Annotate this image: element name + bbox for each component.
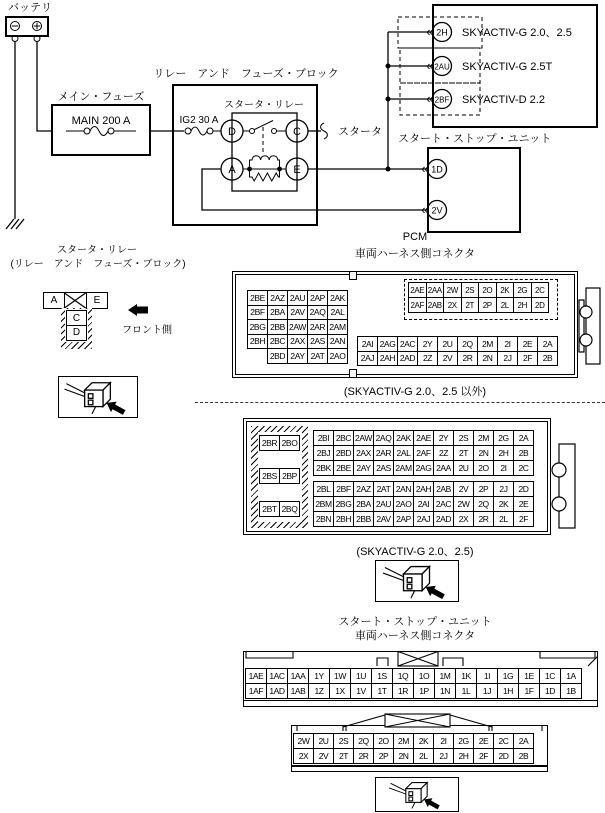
pin-cell-2AI: 2AI — [357, 336, 378, 352]
pin-cell-2Q: 2Q — [473, 496, 494, 512]
pin-row — [247, 319, 347, 335]
connector-key-notch — [349, 369, 357, 377]
pin-cell-2BP: 2BP — [279, 468, 300, 484]
pin-cell-2AB: 2AB — [433, 481, 454, 497]
pin-cell-2AF: 2AF — [413, 445, 434, 461]
pin-cell-2AU: 2AU — [287, 290, 308, 306]
pin-cell-2AM: 2AM — [393, 460, 414, 476]
pin-cell-2U: 2U — [453, 460, 474, 476]
pin-cell-2BJ: 2BJ — [313, 445, 334, 461]
ground-icon — [6, 219, 24, 229]
battery-wires — [15, 42, 52, 220]
pin-cell-2E: 2E — [473, 733, 494, 749]
pin-row — [313, 511, 533, 527]
pcm-pin-2h: 2H — [436, 27, 448, 38]
pin-cell-2Q: 2Q — [457, 336, 478, 352]
pin-cell-2AY: 2AY — [353, 460, 374, 476]
pin-row — [408, 282, 548, 298]
pin-cell-2R: 2R — [353, 748, 374, 764]
pin-cell-2E: 2E — [513, 496, 534, 512]
main-fuse-value: MAIN 200 A — [71, 115, 131, 127]
pin-cell-2U: 2U — [437, 336, 458, 352]
pin-cell-1W: 1W — [329, 668, 351, 684]
pin-cell-2AY: 2AY — [287, 348, 308, 364]
unit-connector1-top-profile — [243, 650, 598, 668]
pin-cell-2K: 2K — [413, 733, 434, 749]
terminal-e: E — [293, 164, 301, 176]
pin-cell-2BC: 2BC — [333, 430, 354, 446]
pin-cell-2AX: 2AX — [353, 445, 374, 461]
pin-cell-2J: 2J — [497, 351, 518, 367]
pin-cell-1AF: 1AF — [245, 683, 267, 699]
pin-cell-2D: 2D — [493, 748, 514, 764]
pin-cell-2B: 2B — [537, 351, 558, 367]
pin-cell-1H: 1H — [497, 683, 519, 699]
pin-cell-2AL: 2AL — [393, 445, 414, 461]
pin-cell-2Z: 2Z — [433, 445, 454, 461]
pin-cell-2AP: 2AP — [307, 290, 328, 306]
pin-row — [313, 445, 533, 461]
battery-label: バッテリ — [8, 2, 52, 14]
pin-row — [408, 297, 548, 313]
pin-cell-2AZ: 2AZ — [267, 290, 288, 306]
pin-cell-2BH: 2BH — [333, 511, 354, 527]
pin-cell-2BB: 2BB — [353, 511, 374, 527]
pin-cell-2AJ: 2AJ — [357, 351, 378, 367]
pin-cell-2AN: 2AN — [327, 334, 348, 350]
chevron-icon: « — [421, 161, 429, 176]
pin-cell-1Y: 1Y — [308, 668, 330, 684]
pcm-pin-2au: 2AU — [434, 62, 450, 72]
connector2-key-tab — [551, 438, 583, 534]
pin-cell-2BS: 2BS — [259, 468, 280, 484]
pin-cell-1V: 1V — [350, 683, 372, 699]
unit-connector2-grid — [293, 733, 533, 764]
pin-cell-1L: 1L — [455, 683, 477, 699]
pin-cell-2BB: 2BB — [267, 319, 288, 335]
pin-cell-2Y: 2Y — [417, 336, 438, 352]
pin-cell-2D: 2D — [513, 481, 534, 497]
pin-cell-2C: 2C — [513, 460, 534, 476]
pin-cell-2AA: 2AA — [433, 460, 454, 476]
unit-pin-2v: 2V — [431, 205, 443, 216]
pin-cell-2BA: 2BA — [353, 496, 374, 512]
pin-cell-2H: 2H — [493, 445, 514, 461]
pin-cell-2M: 2M — [477, 336, 498, 352]
pin-cell-2AN: 2AN — [393, 481, 414, 497]
pin-cell-1P: 1P — [413, 683, 435, 699]
pin-cell-2I: 2I — [497, 336, 518, 352]
connector-photo-icon — [376, 561, 457, 600]
pin-cell-1B: 1B — [560, 683, 582, 699]
pin-row — [313, 481, 533, 497]
pin-cell-2AT: 2AT — [373, 481, 394, 497]
pin-cell-2C: 2C — [531, 282, 550, 298]
pin-cell-2BG: 2BG — [333, 496, 354, 512]
pin-cell-2G: 2G — [513, 282, 532, 298]
pcm-connector2-main-bottom-grid — [313, 481, 533, 527]
relay-block-title: リレー アンド フューズ・ブロック — [153, 68, 339, 80]
pin-cell-2AZ: 2AZ — [353, 481, 374, 497]
pin-cell-2S: 2S — [333, 733, 354, 749]
pin-cell-2F: 2F — [513, 511, 534, 527]
unit-connector1-bottom-strip — [243, 700, 598, 707]
pin-cell-2AG: 2AG — [377, 336, 398, 352]
pin-cell-1O: 1O — [413, 668, 435, 684]
chevron-icon: « — [421, 202, 429, 217]
pin-cell-2AR: 2AR — [307, 319, 328, 335]
pin-cell-2AO: 2AO — [327, 348, 348, 364]
e-output-wires — [308, 32, 432, 172]
pin-cell-2AM: 2AM — [327, 319, 348, 335]
pin-cell-2L: 2L — [493, 511, 514, 527]
pcm-box — [398, 5, 597, 127]
pin-cell-2G: 2G — [493, 430, 514, 446]
pin-cell-2AD: 2AD — [397, 351, 418, 367]
relay-switch-icon — [243, 121, 286, 156]
pin-cell-2U: 2U — [313, 733, 334, 749]
pin-cell-1K: 1K — [455, 668, 477, 684]
pin-row — [247, 348, 347, 364]
pin-cell-2BR: 2BR — [259, 435, 280, 451]
pin-cell-1E: 1E — [518, 668, 540, 684]
pcm-pin-2au-label: SKYACTIV-G 2.5T — [462, 61, 553, 73]
pin-row — [259, 435, 299, 451]
pin-cell-2P: 2P — [478, 297, 497, 313]
pin-cell-2AJ: 2AJ — [413, 511, 434, 527]
pin-cell-2B: 2B — [513, 748, 534, 764]
pin-cell-2B: 2B — [513, 445, 534, 461]
pin-cell-2BA: 2BA — [267, 305, 288, 321]
pin-cell-2BI: 2BI — [313, 430, 334, 446]
pin-cell-2AI: 2AI — [413, 496, 434, 512]
pin-cell-1Q: 1Q — [392, 668, 414, 684]
pcm-connector2-caption: (SKYACTIV-G 2.0、2.5) — [356, 546, 474, 558]
unit-title: スタート・ストップ・ユニット — [338, 616, 492, 628]
pin-row — [313, 430, 533, 446]
relay-pin-crossed-cell — [64, 292, 88, 309]
pin-cell-2R: 2R — [457, 351, 478, 367]
unit-connector1-grid — [245, 668, 581, 699]
pin-cell-2AP: 2AP — [393, 511, 414, 527]
pin-cell-2H: 2H — [513, 297, 532, 313]
pin-cell-1S: 1S — [371, 668, 393, 684]
pin-cell-2I: 2I — [433, 733, 454, 749]
pin-cell-2K: 2K — [496, 282, 515, 298]
pin-cell-2Q: 2Q — [353, 733, 374, 749]
pin-row — [313, 460, 533, 476]
pcm-pin-2bf: 2BF — [434, 95, 450, 105]
pin-cell-2A: 2A — [537, 336, 558, 352]
pin-cell-1M: 1M — [434, 668, 456, 684]
pin-cell-2BC: 2BC — [267, 334, 288, 350]
pin-cell-2AU: 2AU — [373, 496, 394, 512]
connector-photo-icon — [59, 377, 136, 416]
pin-cell-2AW: 2AW — [287, 319, 308, 335]
pin-cell-2I: 2I — [493, 460, 514, 476]
pin-cell-2AC: 2AC — [433, 496, 454, 512]
relay-photo-frame — [58, 376, 138, 418]
pin-row — [259, 468, 299, 484]
pin-cell-2S: 2S — [453, 430, 474, 446]
unit-subtitle: 車両ハーネス側コネクタ — [354, 630, 476, 642]
relay-detail-title1: スタータ・リレー — [57, 245, 137, 256]
pin-row — [259, 501, 299, 517]
pin-cell-2E: 2E — [517, 336, 538, 352]
relay-coil-icon — [243, 156, 286, 181]
pin-cell-2BN: 2BN — [313, 511, 334, 527]
fuse-icon — [66, 127, 136, 136]
pin-cell-1AA: 1AA — [287, 668, 309, 684]
battery — [6, 2, 52, 42]
pin-row — [313, 496, 533, 512]
pin-cell-2T: 2T — [453, 445, 474, 461]
pin-cell-2L: 2L — [496, 297, 515, 313]
pin-cell-2C: 2C — [493, 733, 514, 749]
relay-detail-title2: (リレー アンド フューズ・ブロック) — [10, 259, 186, 270]
pin-cell-2H: 2H — [453, 748, 474, 764]
pin-cell-2AV: 2AV — [287, 305, 308, 321]
pin-cell-2W: 2W — [443, 282, 462, 298]
pin-cell-2AA: 2AA — [426, 282, 445, 298]
pin-cell-2M: 2M — [473, 430, 494, 446]
pin-cell-2Y: 2Y — [433, 430, 454, 446]
pin-cell-2K: 2K — [493, 496, 514, 512]
pin-cell-2P: 2P — [473, 481, 494, 497]
pin-cell-2AH: 2AH — [413, 481, 434, 497]
pcm-connector2-main-top-grid — [313, 430, 533, 476]
pin-cell-2R: 2R — [473, 511, 494, 527]
pin-cell-2N: 2N — [393, 748, 414, 764]
pin-cell-2F: 2F — [473, 748, 494, 764]
pin-row — [247, 305, 347, 321]
pin-cell-2AL: 2AL — [327, 305, 348, 321]
pin-cell-2AH: 2AH — [377, 351, 398, 367]
pin-cell-2J: 2J — [433, 748, 454, 764]
pin-cell-1D: 1D — [539, 683, 561, 699]
continuation-squiggle-icon — [321, 123, 328, 139]
pcm-photo-frame — [375, 560, 459, 602]
pin-cell-2AG: 2AG — [413, 460, 434, 476]
pin-cell-2O: 2O — [473, 460, 494, 476]
pin-cell-2BL: 2BL — [313, 481, 334, 497]
pin-cell-2AB: 2AB — [426, 297, 445, 313]
pin-cell-2BD: 2BD — [333, 445, 354, 461]
pin-cell-2AQ: 2AQ — [373, 430, 394, 446]
pin-cell-2V: 2V — [437, 351, 458, 367]
pin-cell-2BM: 2BM — [313, 496, 334, 512]
a-output-wire — [202, 169, 427, 210]
front-side-label: フロント側 — [122, 325, 172, 336]
pin-cell-2X: 2X — [293, 748, 314, 764]
section-divider — [195, 402, 605, 403]
pin-row — [247, 334, 347, 350]
start-stop-unit-box — [398, 132, 551, 232]
pin-cell-2X: 2X — [443, 297, 462, 313]
pin-row — [247, 290, 347, 306]
pcm-connector2-left-grid — [259, 435, 299, 517]
pin-cell-2N: 2N — [473, 445, 494, 461]
pin-cell-1C: 1C — [539, 668, 561, 684]
pin-cell-2AF: 2AF — [408, 297, 427, 313]
pin-cell-1AB: 1AB — [287, 683, 309, 699]
pin-cell-2A: 2A — [513, 430, 534, 446]
pin-cell-1I: 1I — [476, 668, 498, 684]
pin-cell-2BE: 2BE — [247, 290, 268, 306]
main-fuse-box — [52, 105, 150, 155]
pin-cell-2V: 2V — [313, 748, 334, 764]
pin-cell-2AC: 2AC — [397, 336, 418, 352]
pin-cell-2AK: 2AK — [393, 430, 414, 446]
pin-cell-2V: 2V — [453, 481, 474, 497]
pin-cell-2AE: 2AE — [413, 430, 434, 446]
unit-connector2-top-profile — [291, 710, 548, 734]
connector-key-notch — [349, 272, 357, 280]
pin-cell-1G: 1G — [497, 668, 519, 684]
main-fuse-title: メイン・フューズ — [57, 91, 145, 103]
pin-cell-2AE: 2AE — [408, 282, 427, 298]
pin-cell-2P: 2P — [373, 748, 394, 764]
pin-row — [357, 351, 557, 367]
relay-pin-c: C — [66, 310, 87, 326]
chevron-icon: « — [426, 58, 434, 73]
pin-row — [357, 336, 557, 352]
starter-relay-title: スタータ・リレー — [224, 100, 304, 111]
pcm-pin-2bf-label: SKYACTIV-D 2.2 — [462, 94, 545, 106]
pin-cell-2AS: 2AS — [373, 460, 394, 476]
wiring-schematic — [0, 0, 605, 240]
pin-cell-2N: 2N — [477, 351, 498, 367]
connector-photo-icon — [376, 778, 457, 810]
pin-cell-1T: 1T — [371, 683, 393, 699]
pin-row — [245, 668, 581, 684]
pin-row — [293, 748, 533, 764]
pin-cell-2T: 2T — [461, 297, 480, 313]
pcm-connector1-right-bottom-grid — [357, 336, 557, 366]
pcm-pin-2h-label: SKYACTIV-G 2.0、2.5 — [462, 27, 572, 39]
pin-cell-2BK: 2BK — [313, 460, 334, 476]
relay-pin-a: A — [43, 292, 65, 309]
main-fuse — [52, 90, 150, 155]
pin-cell-2BQ: 2BQ — [279, 501, 300, 517]
pin-cell-2BG: 2BG — [247, 319, 268, 335]
pin-cell-1X: 1X — [329, 683, 351, 699]
pin-cell-1AD: 1AD — [266, 683, 288, 699]
pcm-connector1-right-top-grid — [408, 282, 548, 313]
pin-cell-2BH: 2BH — [247, 334, 268, 350]
pin-cell-2AW: 2AW — [353, 430, 374, 446]
pin-cell-2AQ: 2AQ — [307, 305, 328, 321]
terminal-a: A — [228, 164, 236, 176]
pin-cell-2AV: 2AV — [373, 511, 394, 527]
pin-cell-2A: 2A — [513, 733, 534, 749]
pin-cell-2AT: 2AT — [307, 348, 328, 364]
pin-cell-2BF: 2BF — [247, 305, 268, 321]
pcm-connector1-left-grid — [247, 290, 347, 364]
pin-cell-1N: 1N — [434, 683, 456, 699]
chevron-icon: « — [426, 24, 434, 39]
start-stop-title: スタート・ストップ・ユニット — [398, 133, 552, 145]
pin-cell-1A: 1A — [560, 668, 582, 684]
unit-connector2-bottom-strip — [291, 766, 548, 772]
pin-cell-2O: 2O — [478, 282, 497, 298]
pin-cell-2BF: 2BF — [333, 481, 354, 497]
pin-cell-2BE: 2BE — [333, 460, 354, 476]
pin-row — [293, 733, 533, 749]
starter-branch — [308, 123, 382, 139]
pin-cell-1F: 1F — [518, 683, 540, 699]
relay-pin-e: E — [86, 292, 108, 309]
pin-cell-1Z: 1Z — [308, 683, 330, 699]
pin-cell-2AD: 2AD — [433, 511, 454, 527]
pin-cell-2AO: 2AO — [393, 496, 414, 512]
terminal-d: D — [228, 126, 236, 138]
pin-cell-2BD: 2BD — [267, 348, 288, 364]
pin-cell-2W: 2W — [293, 733, 314, 749]
pin-cell-2O: 2O — [373, 733, 394, 749]
starter-relay — [221, 99, 308, 191]
pin-cell-2S: 2S — [461, 282, 480, 298]
pin-cell-2BO: 2BO — [279, 435, 300, 451]
connector1-key-tab — [577, 284, 603, 368]
ig2-fuse-icon — [185, 127, 221, 135]
ig2-fuse-label: IG2 30 A — [179, 115, 219, 126]
pin-cell-1AE: 1AE — [245, 668, 267, 684]
pin-cell-1U: 1U — [350, 668, 372, 684]
pin-row — [245, 683, 581, 699]
pin-cell-1R: 1R — [392, 683, 414, 699]
pin-cell-2J: 2J — [493, 481, 514, 497]
pin-cell-2AX: 2AX — [287, 334, 308, 350]
pin-cell-2L: 2L — [413, 748, 434, 764]
pin-cell-2AS: 2AS — [307, 334, 328, 350]
pcm-title: PCM — [402, 231, 428, 243]
pin-cell-2Z: 2Z — [417, 351, 438, 367]
pin-cell-2BT: 2BT — [259, 501, 280, 517]
pin-cell-2AR: 2AR — [373, 445, 394, 461]
pin-cell-2W: 2W — [453, 496, 474, 512]
pin-cell-2M: 2M — [393, 733, 414, 749]
pin-cell-1J: 1J — [476, 683, 498, 699]
terminal-c: C — [293, 126, 301, 138]
pin-cell-2D: 2D — [531, 297, 550, 313]
pin-cell-1AC: 1AC — [266, 668, 288, 684]
front-arrow-icon — [128, 304, 148, 316]
pcm-subtitle: 車両ハーネス側コネクタ — [354, 248, 476, 260]
pin-cell-2F: 2F — [517, 351, 538, 367]
unit-pin-1d: 1D — [431, 164, 443, 175]
starter-label: スタータ — [338, 126, 382, 138]
chevron-icon: « — [426, 91, 434, 106]
relay-pin-d: D — [66, 325, 87, 341]
pin-cell-2G: 2G — [453, 733, 474, 749]
unit-photo-frame — [375, 777, 459, 812]
pcm-connector1-caption: (SKYACTIV-G 2.0、2.5 以外) — [343, 386, 487, 398]
relay-fuse-block — [153, 67, 338, 225]
pin-cell-2T: 2T — [333, 748, 354, 764]
pin-cell-2AK: 2AK — [327, 290, 348, 306]
pin-cell-2X: 2X — [453, 511, 474, 527]
